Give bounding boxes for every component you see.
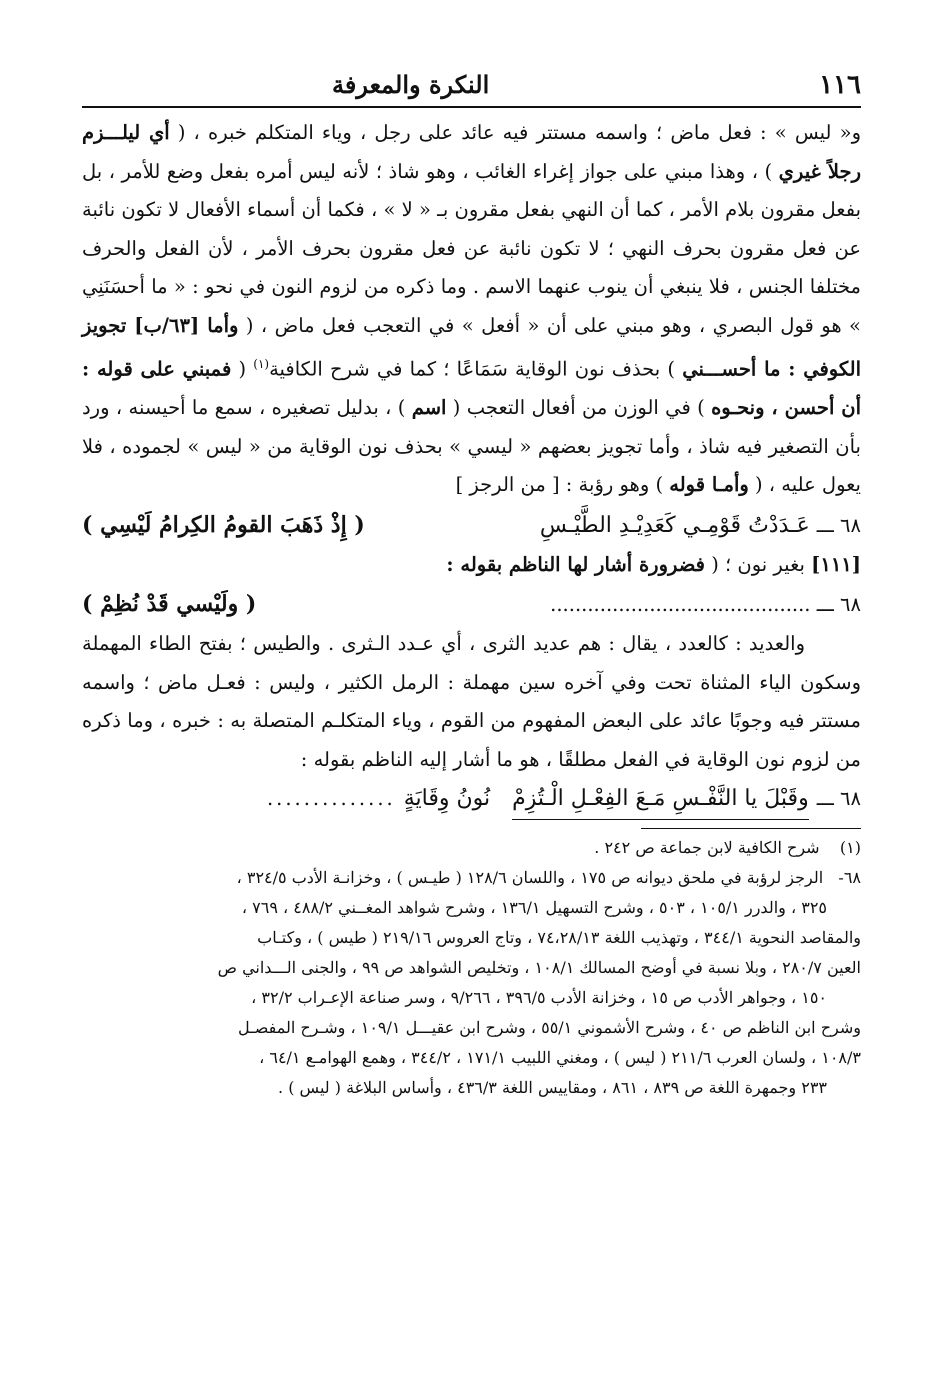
verse-1-number: ٦٨ ـــ: [816, 513, 861, 537]
page-number: ١١٦: [819, 70, 861, 100]
chapter-title: النكرة والمعرفة: [332, 70, 490, 99]
p1-bold-i: اسم: [411, 396, 447, 419]
verse-3: [82, 779, 861, 820]
paragraph-2: [82, 546, 861, 585]
footnote-68-line-8: ٢٣٣ وجمهرة اللغة ص ٨٣٩ ، ٨٦١ ، ومقاييس اللغة ٤٣٦/٣ ، وأساس البلاغة ( ليس ) .: [278, 1078, 827, 1097]
verse-2-right: [550, 585, 861, 625]
footnote-ref-1[interactable]: (١): [253, 357, 270, 371]
verse-3-second: نُونُ وِقَايَةٍ: [403, 786, 491, 811]
verse-3-number: ٦٨ ـــ: [816, 787, 861, 810]
page-header: [82, 70, 861, 108]
verse-3-dots: ..............: [266, 787, 396, 810]
footnote-68-line-2: ٣٢٥ ، والدرر ١٠٥/١ ، ٥٠٣ ، وشرح التسهيل ١٣٦/١ ، وشرح شواهد المغــني ٤٨٨/٢ ، ٧٦٩ ،: [241, 898, 827, 917]
verse-2-text: ( ولَيْسي قَدْ نُظِمْ ): [82, 591, 257, 617]
paragraph-1: [82, 114, 861, 505]
footnote-separator: [641, 828, 861, 829]
verse-1-right: [540, 506, 861, 546]
p1-h: ) في الوزن من أفعال التعجب (: [452, 396, 705, 419]
footnote-1: [82, 833, 861, 863]
p2-b: بغير نون ؛ (: [711, 552, 805, 576]
p1-bold-k: وأمـا قوله: [669, 473, 749, 496]
footnote-68-text-1: الرجز لرؤبة في ملحق ديوانه ص ١٧٥ ، واللسان ١٢٨/٦ ( طيـس ) ، وخزانـة الأدب ٣٢٤/٥ ،: [236, 868, 824, 887]
footnote-1-marker: (١): [839, 838, 861, 857]
verse-2-number: ٦٨ ـــ: [816, 593, 861, 616]
verse-2: [82, 584, 861, 625]
p1-e: ) بحذف نون الوقاية سَمَاعًا ؛ كما في شرح الكافية: [269, 357, 675, 381]
p1-a: و« ليس » : فعل ماض ؛ واسمه مستتر فيه عائد على رجل ، وياء المتكلم خبره ، (: [177, 121, 861, 144]
footnotes: [82, 833, 861, 1103]
p1-j: ) ، بدليل تصغيره ، سمع ما أحيسنه ، ورد بأن التصغير فيه شاذ ، وأما تجويز بعضهم « ليسي » بحذف نون الوقاية من « ليس » لجموده ، فلا يعول عليه ، (: [82, 396, 861, 496]
footnote-68-line-7: ١٠٨/٣ ، ولسان العرب ٢١١/٦ ( ليس ) ، ومغني اللبيب ١٧١/١ ، ٣٤٤/٢ ، وهمع الهوامـع ٦٤/١ ،: [259, 1048, 861, 1067]
p1-bold-d: وأما [٦٣/ب] تجويز الكوفي : ما أحســـني: [82, 313, 862, 381]
p2-bold-c: فضرورة أشار لها الناظم بقوله :: [446, 552, 705, 576]
footnote-68-line-5: ١٥٠ ، وجواهر الأدب ص ١٥ ، وخزانة الأدب ٣٩٦/٥ ، ٩/٢٦٦ ، وسر صناعة الإعـراب ٣٢/٢ ،: [251, 988, 827, 1007]
verse-1-left-half: ( إِذْ ذَهَبَ القومُ الكِرامُ لَيْسِي ): [82, 511, 365, 538]
p1-l: ) وهو رؤبة : [ من الرجز ]: [455, 473, 664, 496]
p1-f: (: [238, 357, 247, 381]
footnote-68-line-6: وشرح ابن الناظم ص ٤٠ ، وشرح الأشموني ٥٥/١ ، وشرح ابن عقيـــل ١٠٩/١ ، وشـرح المفصـل: [237, 1018, 861, 1037]
p1-bold-b: أي ليلـــزم رجلاً غيري: [82, 121, 861, 183]
p1-bold-g: فمبني على قوله : أن أحسن ، ونحـوه: [82, 357, 862, 419]
p3-text: والعديد : كالعدد ، يقال : هم عديد الثرى ، أي عـدد الـثرى . والطيس ؛ بفتح الطاء المهملة وسكون الياء المثناة تحت وفي آخره سين مهملة : الرمل الكثير ، وليس : فعـل ماض ؛ واسمه مستتر فيه وجوبًا عائد على البعض المفهوم من القوم ، وياء المتكلـم المتصلة به : خبره ، وما ذكره من لزوم نون الوقاية في الفعل مطلقًا ، هو ما أشار إليه الناظم بقوله :: [82, 632, 861, 771]
verse-3-text: وقَبْلَ يا النَّفْـسِ مَـعَ الفِعْـلِ الْـتُزِمْ: [512, 779, 809, 820]
footnote-68-line-4: العين ٢٨٠/٧ ، وبلا نسبة في أوضح المسالك ١٠٨/١ ، وتخليص الشواهد ص ٩٩ ، والجنى الـــداني ص: [217, 958, 861, 977]
main-text: [82, 114, 861, 820]
verse-1-right-half: عَـدَدْتُ قَوْمِـي كَعَدِيْـدِ الطَّيْـسِ: [539, 512, 810, 538]
footnote-68-line-1: [82, 863, 861, 893]
verse-2-dots: ..........................................: [550, 593, 811, 616]
footnote-68-line-3: والمقاصد النحوية ٣٤٤/١ ، وتهذيب اللغة ٧٤،٢٨/١٣ ، وتاج العروس ٢١٩/١٦ ( طيس ) ، وكتـاب: [257, 928, 861, 947]
footnote-68-marker: ٦٨-: [838, 868, 861, 887]
p1-c: ) ، وهذا مبني على جواز إغراء الغائب ، وهو شاذ ؛ لأنه ليس أمره بفعل وضع للأمر ، بل بفعل مقرون بلام الأمر ، كما أن النهي بفعل مقرون بـ « لا » ، فكما أن أسماء الأفعال لا تكون نائبة عن فعل مقرون بحرف النهي ؛ لا تكون نائبة عن فعل مقرون بحرف الأمر ، لأن الفعل والحرف مختلفا الجنس ، فلا ينبغي أن ينوب عنهما الاسم . وما ذكره من لزوم النون في نحو : « ما أحسَنَنِي » هو قول البصري ، وهو مبني على أن « أفعل » في التعجب فعل ماض ، (: [82, 159, 861, 337]
p2-ref: [١١١]: [811, 552, 861, 576]
footnote-1-text: شرح الكافية لابن جماعة ص ٢٤٢ .: [594, 838, 820, 857]
verse-1: [82, 505, 861, 546]
paragraph-3: [82, 625, 861, 779]
